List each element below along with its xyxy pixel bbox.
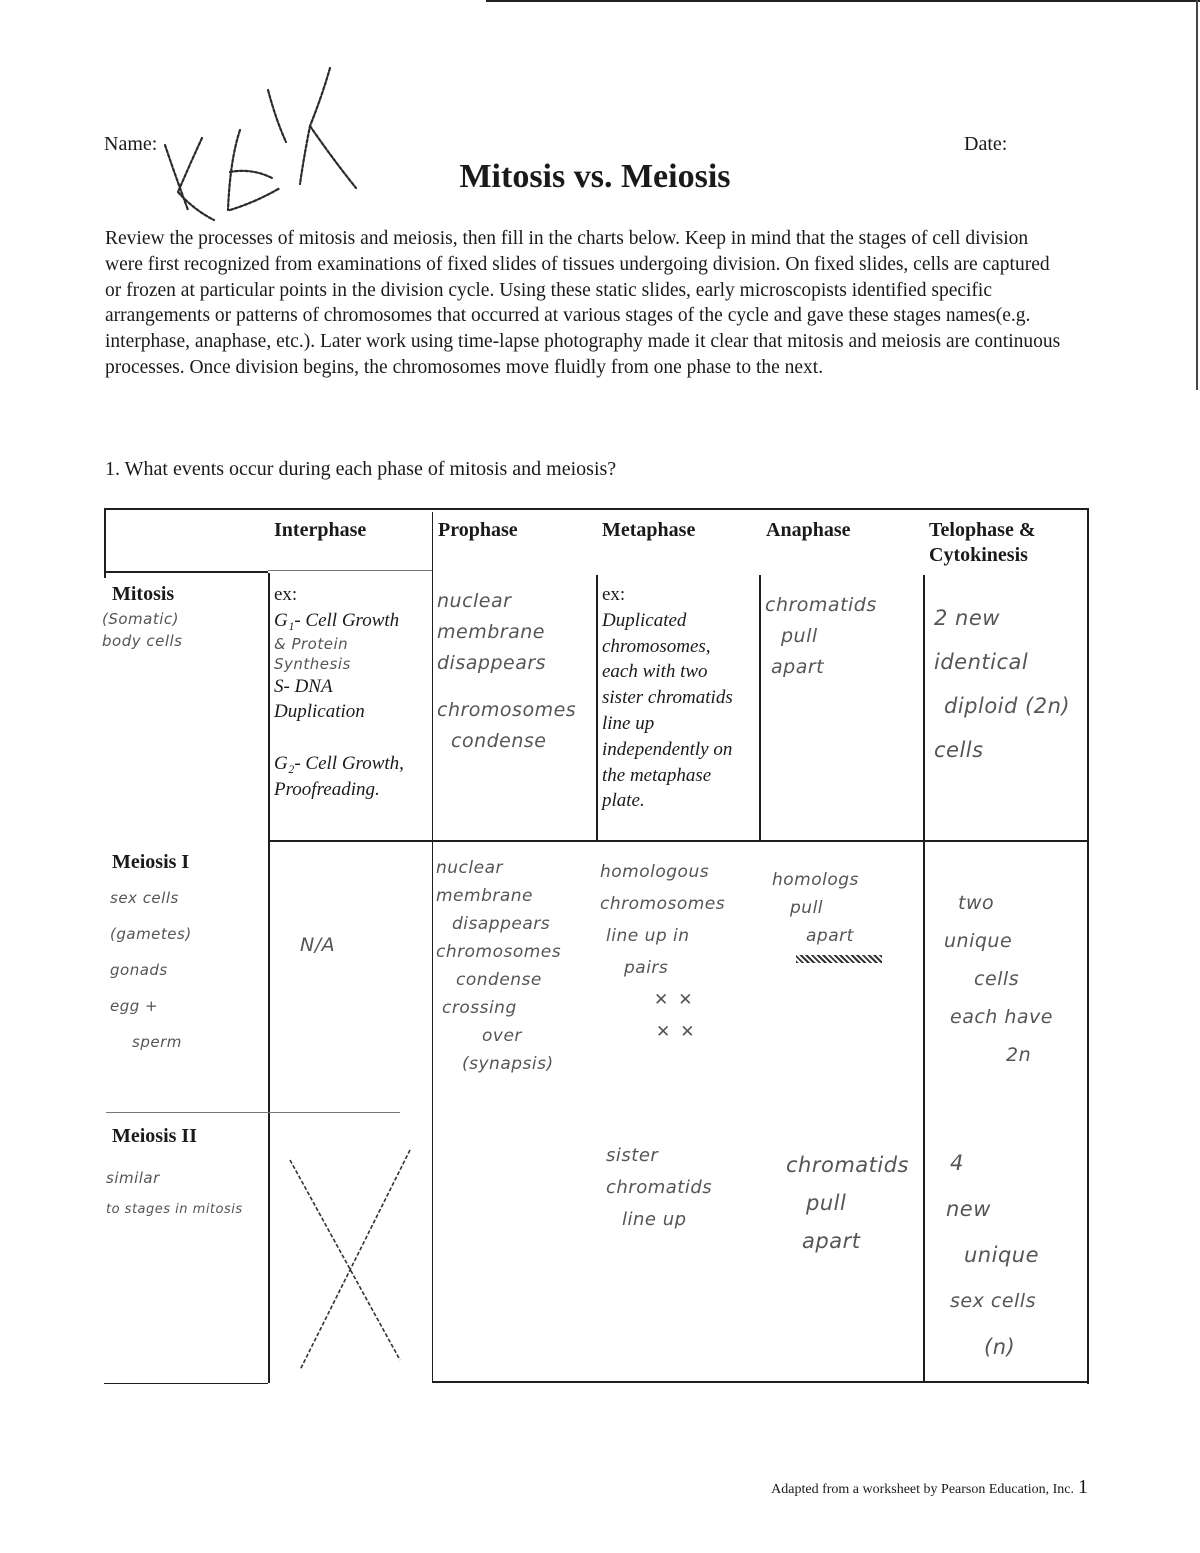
cell-line: chromosomes	[437, 699, 577, 721]
row-rule-2	[106, 1112, 400, 1113]
cell-line: to stages in mitosis	[106, 1202, 243, 1217]
meiosis-2-telophase-cell	[946, 1140, 1086, 1370]
page-number: 1	[1078, 1476, 1088, 1498]
cell-line: crossing	[442, 998, 517, 1018]
cell-line: unique	[964, 1243, 1040, 1267]
cell-line: similar	[106, 1169, 160, 1187]
meiosis-2-notes	[106, 1162, 243, 1226]
cell-line: pull	[781, 625, 818, 647]
header-telophase-line2: Cytokinesis	[929, 544, 1028, 566]
mitosis-interphase-cell	[274, 582, 430, 803]
meiosis-1-notes	[110, 880, 192, 1060]
question-1: 1. What events occur during each phase of mitosis and meiosis?	[105, 458, 617, 480]
cell-line: gonads	[110, 961, 168, 979]
cell-line: cells	[974, 968, 1020, 990]
header-row-rule-left	[106, 571, 268, 573]
cell-line: line up	[622, 1209, 687, 1230]
row-label-meiosis-1: Meiosis I	[112, 851, 190, 873]
column-divider-5	[923, 575, 925, 1383]
cell-line: identical	[934, 650, 1029, 674]
cell-line: sister chromatids	[602, 687, 733, 709]
cell-line: (n)	[984, 1335, 1016, 1359]
mitosis-note	[102, 608, 183, 652]
table-left-border	[104, 508, 106, 578]
cell-line: plate.	[602, 790, 645, 812]
header-metaphase: Metaphase	[602, 519, 696, 541]
cell-line: chromatids	[606, 1177, 713, 1198]
cell-line: chromosomes	[436, 942, 562, 962]
mitosis-anaphase-cell	[765, 590, 923, 683]
scribble-mark	[796, 955, 882, 963]
cell-line: chromatids	[786, 1153, 910, 1177]
cell-line: line up in	[606, 926, 690, 946]
header-anaphase: Anaphase	[766, 519, 851, 541]
header-telophase-line1: Telophase &	[929, 519, 1036, 541]
key-handwritten-signature	[160, 60, 370, 230]
table-right-border	[1087, 508, 1089, 1384]
cell-line: chromatids	[765, 594, 877, 616]
cell-line: disappears	[437, 652, 547, 674]
page-title: Mitosis vs. Meiosis	[459, 158, 731, 195]
cell-line: S- DNA	[274, 675, 333, 697]
cell-line: homologous	[600, 862, 710, 882]
meiosis-2-anaphase-cell	[786, 1146, 922, 1260]
header-interphase: Interphase	[274, 519, 367, 541]
cell-line: homologs	[772, 870, 859, 890]
cell-line: apart	[802, 1229, 861, 1253]
header-row-rule-interphase	[268, 570, 432, 571]
cell-line: membrane	[437, 621, 545, 643]
column-divider-4	[759, 575, 761, 840]
cell-line: egg +	[110, 997, 159, 1015]
cell-line: sister	[606, 1145, 659, 1166]
column-divider-2	[432, 512, 433, 1382]
cell-line: pairs	[624, 958, 669, 978]
cell-line: G₁- Cell Growth	[274, 609, 400, 631]
cell-line: apart	[771, 656, 825, 678]
cell-line: diploid (2n)	[944, 694, 1071, 718]
top-edge-rule	[486, 0, 1200, 2]
cell-line: membrane	[436, 886, 534, 906]
table-bottom-left-rule	[104, 1383, 268, 1384]
row-label-mitosis: Mitosis	[112, 583, 175, 605]
cell-line: sex cells	[950, 1290, 1036, 1312]
cell-line: condense	[456, 970, 542, 990]
cell-line: sex cells	[110, 889, 179, 907]
mitosis-note-line: body cells	[102, 632, 183, 650]
cell-line: nuclear	[436, 858, 503, 878]
mitosis-note-line: (Somatic)	[102, 610, 180, 628]
cell-line: chromosomes,	[602, 635, 711, 657]
mitosis-prophase-cell	[437, 586, 595, 757]
cell-line: sperm	[132, 1033, 182, 1051]
cell-line: (synapsis)	[462, 1054, 554, 1074]
cell-line: ✕✕	[656, 1022, 705, 1042]
meiosis-1-telophase-cell	[944, 884, 1086, 1074]
meiosis-1-interphase-cell: N/A	[300, 934, 336, 956]
cell-line: G₂- Cell Growth,	[274, 753, 404, 775]
cell-line: 2n	[1006, 1044, 1032, 1066]
cell-line: disappears	[452, 914, 551, 934]
row-label-meiosis-2: Meiosis II	[112, 1125, 197, 1147]
header-prophase: Prophase	[438, 519, 518, 541]
right-edge-rule	[1196, 0, 1198, 390]
cell-line: Proofreading.	[274, 778, 380, 800]
cell-line: the metaphase	[602, 764, 712, 786]
meiosis-1-anaphase-cell	[772, 866, 922, 950]
cell-line: nuclear	[437, 590, 512, 612]
meiosis-2-metaphase-cell	[606, 1140, 758, 1236]
cell-line: (gametes)	[110, 925, 192, 943]
cell-line: line up	[602, 712, 655, 734]
cell-line: & Protein Synthesis	[274, 634, 351, 673]
table-top-border	[104, 508, 1089, 510]
cell-line: apart	[806, 926, 854, 946]
cell-line: ex:	[602, 584, 626, 605]
cell-line: two	[958, 892, 995, 914]
column-divider-3	[596, 575, 598, 840]
cell-line: independently on	[602, 738, 733, 760]
date-label: Date:	[964, 133, 1008, 155]
cell-line: pull	[806, 1191, 847, 1215]
mitosis-metaphase-cell	[602, 582, 758, 814]
cell-line: unique	[944, 930, 1013, 952]
table-bottom-border	[432, 1381, 1089, 1383]
cell-line: over	[482, 1026, 522, 1046]
cell-line: Duplicated	[602, 609, 687, 631]
cell-line: Duplication	[274, 701, 365, 723]
row-rule-1	[268, 840, 1088, 842]
cell-line: each have	[950, 1006, 1053, 1028]
cell-line: ex:	[274, 584, 298, 605]
meiosis-1-prophase-cell	[436, 854, 596, 1078]
cell-line: ✕✕	[654, 990, 703, 1010]
cell-line: new	[946, 1197, 991, 1221]
header-telophase	[929, 518, 1036, 568]
cell-line: 4	[950, 1151, 964, 1175]
cell-line: 2 new	[934, 606, 1000, 630]
cell-line: cells	[934, 738, 984, 762]
mitosis-telophase-cell	[934, 596, 1086, 772]
cell-line: chromosomes	[600, 894, 726, 914]
intro-paragraph: Review the processes of mitosis and meiosis, then fill in the charts below. Keep in mind that the stages of cell division were first recognized from examinations of fixed slides of tissues undergoing division. On fixed slides, cells are captured or frozen at particular points in the division cycle. Using these static slides, early microscopists identified specific arrangements or patterns of chromosomes that occurred at various stages of the cycle and gave these stages names(e.g. interphase, anaphase, etc.). Later work using time-lapse photography made it clear that mitosis and meiosis are continuous processes. Once division begins, the chromosomes move fluidly from one phase to the next.	[105, 228, 1061, 378]
cell-line: condense	[451, 730, 547, 752]
footer	[771, 1476, 1088, 1499]
not-applicable-x-mark	[270, 1140, 430, 1380]
cell-line: pull	[790, 898, 824, 918]
cell-line: each with two	[602, 661, 708, 683]
name-label: Name:	[104, 133, 158, 155]
footer-credit: Adapted from a worksheet by Pearson Education, Inc.	[771, 1482, 1074, 1497]
meiosis-1-metaphase-cell	[600, 856, 758, 1048]
